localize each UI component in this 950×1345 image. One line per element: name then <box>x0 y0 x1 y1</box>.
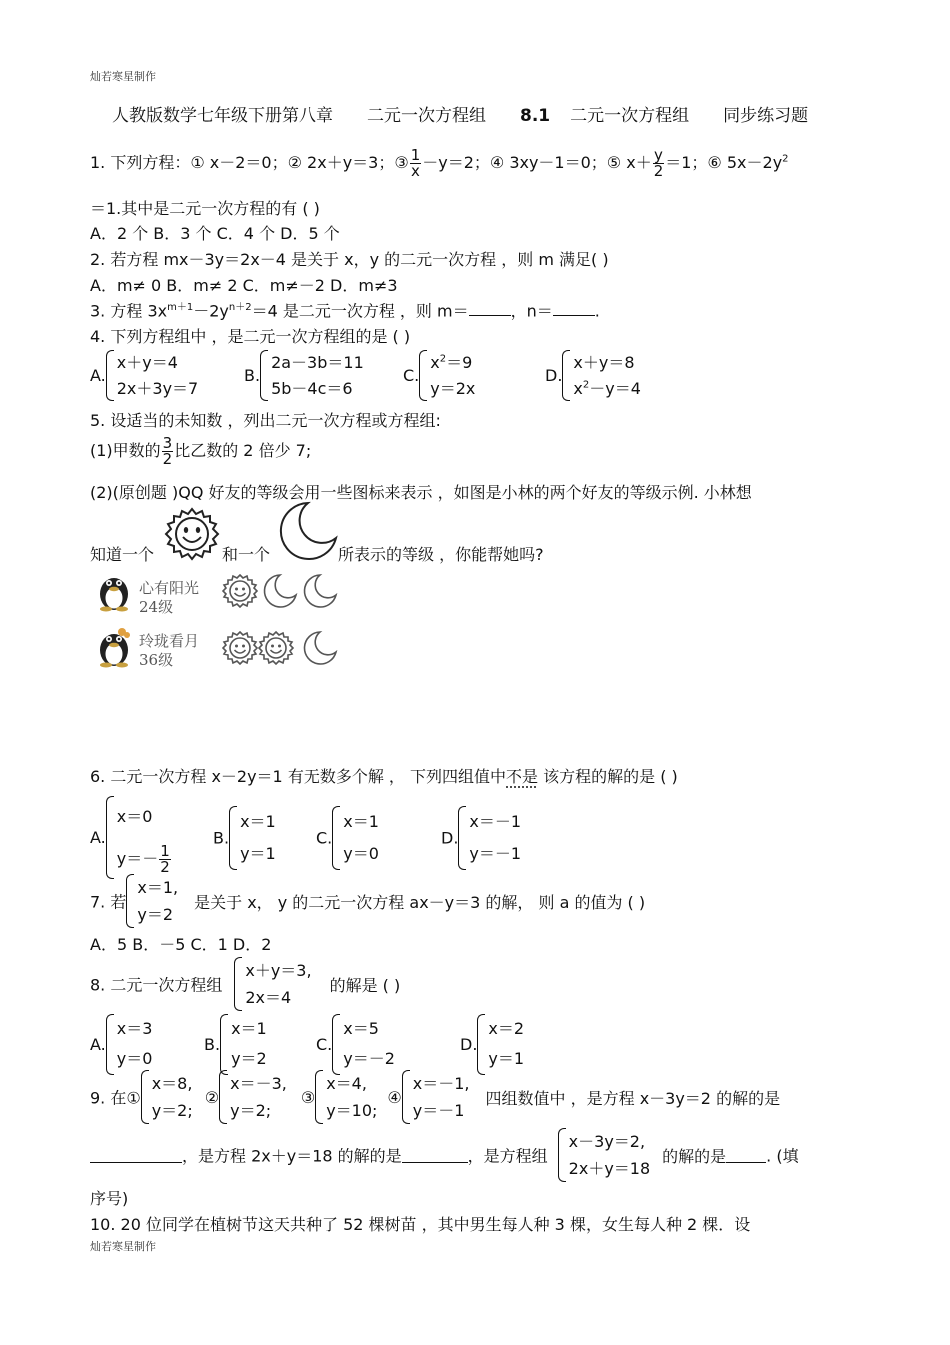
q6-option-c: C. x＝1 y＝0 <box>316 806 379 870</box>
q8-option-d: D. x＝2 y＝1 <box>460 1014 524 1075</box>
q1-text-a: 1. 下列方程：① x－2＝0；② 2x＋y＝3；③ <box>90 153 409 172</box>
q9-line2: ，是方程 2x＋y＝18 的解的是 ，是方程组 x－3y＝2, 2x＋y＝18 的解的是 . (填 <box>90 1128 799 1182</box>
q3-blank-m[interactable] <box>469 301 511 316</box>
q8-text: 8. 二元一次方程组 x＋y＝3, 2x＝4 的解是 ( ) <box>90 957 400 1011</box>
q5-part1: (1)甲数的 $\frac{3}{2}$ 比乙数的 2 倍少 7; <box>90 434 312 468</box>
q1-frac2: $\frac{y}{2}$ <box>653 146 664 180</box>
q4-option-a: A. x＋y＝4 2x＋3y＝7 <box>90 350 198 401</box>
q6-option-d: D. x＝－1 y＝－1 <box>441 806 521 870</box>
title-part1: 人教版数学七年级下册第八章 <box>112 106 333 126</box>
q4-option-c: C. $x^2=9$ y＝2x <box>403 350 475 401</box>
q4-option-b: B. 2a－3b＝11 5b－4c＝6 <box>244 350 364 401</box>
q1-options: A．2 个 B．3 个 C．4 个 D．5 个 <box>90 224 340 243</box>
q1-frac1: $\frac{1}{x}$ <box>410 146 421 180</box>
moon-icon <box>305 632 336 664</box>
q8-option-a: A. x＝3 y＝0 <box>90 1014 152 1075</box>
q5-part2-line2-a: 知道一个 <box>90 545 155 564</box>
q3-text: 3. 方程 $3x^{m+1}-2y^{n+2}=4$ 是二元一次方程 ，则 m＝ ，n＝ . <box>90 301 600 321</box>
q4-text: 4. 下列方程组中 ，是二元一次方程组的是 ( ) <box>90 327 411 346</box>
title-part3: 8.1 <box>520 106 551 126</box>
moon-icon <box>265 575 296 607</box>
title-part5: 同步练习题 <box>723 106 809 126</box>
q9-blank-1[interactable] <box>90 1148 182 1163</box>
sun-icon <box>223 575 257 607</box>
q7-text: 7. 若 x＝1, y＝2 是关于 x， y 的二元一次方程 ax－y＝3 的解， 则 a 的值为 ( ) <box>90 874 645 928</box>
friend2-level: 36级 <box>139 651 174 669</box>
q1-line2: ＝1.其中是二元一次方程的有 ( ) <box>90 199 320 218</box>
sun-icon <box>259 632 293 664</box>
q9-blank-2[interactable] <box>402 1148 468 1163</box>
friend2-level-icons <box>222 630 344 666</box>
q6-option-b: B. x＝1 y＝1 <box>213 806 276 870</box>
q8-option-c: C. x＝5 y＝－2 <box>316 1014 395 1075</box>
moon-icon <box>276 500 340 562</box>
q3-blank-n[interactable] <box>553 301 595 316</box>
friend1-level: 24级 <box>139 598 174 616</box>
q6-option-a: A. x＝0 y＝－ $\frac{1}{2}$ <box>90 796 172 879</box>
q1-line1 <box>90 148 789 179</box>
q5-part2-line1: (2)(原创题 )QQ 好友的等级会用一些图标来表示 ，如图是小林的两个好友的等级示例. 小林想 <box>90 483 752 502</box>
sun-icon <box>223 632 257 664</box>
q1-text-c: ＝1；⑥ 5x－2y <box>665 153 783 172</box>
moon-icon <box>305 575 336 607</box>
q5-part2-line2-b: 和一个 <box>222 545 271 564</box>
title-part4: 二元一次方程组 <box>570 106 690 126</box>
q5-part2-line2-c: 所表示的等级 ，你能帮她吗? <box>338 545 544 564</box>
q5-text: 5. 设适当的未知数 ，列出二元一次方程或方程组: <box>90 411 441 430</box>
q6-text: 6. 二元一次方程 x－2y＝1 有无数多个解 ， 下列四组值中不是 该方程的解的是 ( ) <box>90 767 678 786</box>
penguin-avatar-2 <box>92 626 136 668</box>
q8-option-b: B. x＝1 y＝2 <box>204 1014 267 1075</box>
q1-sup: 2 <box>782 153 789 165</box>
friend1-name: 心有阳光 <box>139 579 200 597</box>
friend1-level-icons <box>222 573 344 609</box>
q9-line3: 序号) <box>90 1189 129 1208</box>
q1-text-b: －y＝2；④ 3xy－1＝0；⑤ x＋ <box>422 153 652 172</box>
q2-text: 2. 若方程 mx－3y＝2x－4 是关于 x，y 的二元一次方程 ，则 m 满足( ) <box>90 250 609 269</box>
q10-text: 10. 20 位同学在植树节这天共种了 52 棵树苗 ，其中男生每人种 3 棵，女生每人种 2 棵．设 <box>90 1215 751 1234</box>
penguin-avatar-1 <box>92 570 136 612</box>
q9-blank-3[interactable] <box>726 1148 766 1163</box>
friend2-name: 玲珑看月 <box>139 632 200 650</box>
page-title <box>112 101 808 126</box>
q4-option-d: D. x＋y＝8 $x^2-y=4$ <box>545 350 641 401</box>
header-watermark: 灿若寒星制作 <box>90 70 156 83</box>
q9-line1: 9. 在① x＝8, y＝2; ② x＝－3, y＝2; ③ x＝4, y＝10; ④ x＝－1, y＝－1 四组数值中 ，是方程 x－3y＝2 的解的是 <box>90 1070 780 1124</box>
q2-options: A．m≠ 0 B．m≠ 2 C．m≠－2 D．m≠3 <box>90 276 398 295</box>
title-part2: 二元一次方程组 <box>367 106 486 126</box>
footer-watermark: 灿若寒星制作 <box>90 1240 156 1253</box>
q7-options: A．5 B．－5 C．1 D．2 <box>90 935 272 954</box>
q6-emphasis: 不是 <box>506 767 539 786</box>
sun-icon <box>164 506 220 562</box>
